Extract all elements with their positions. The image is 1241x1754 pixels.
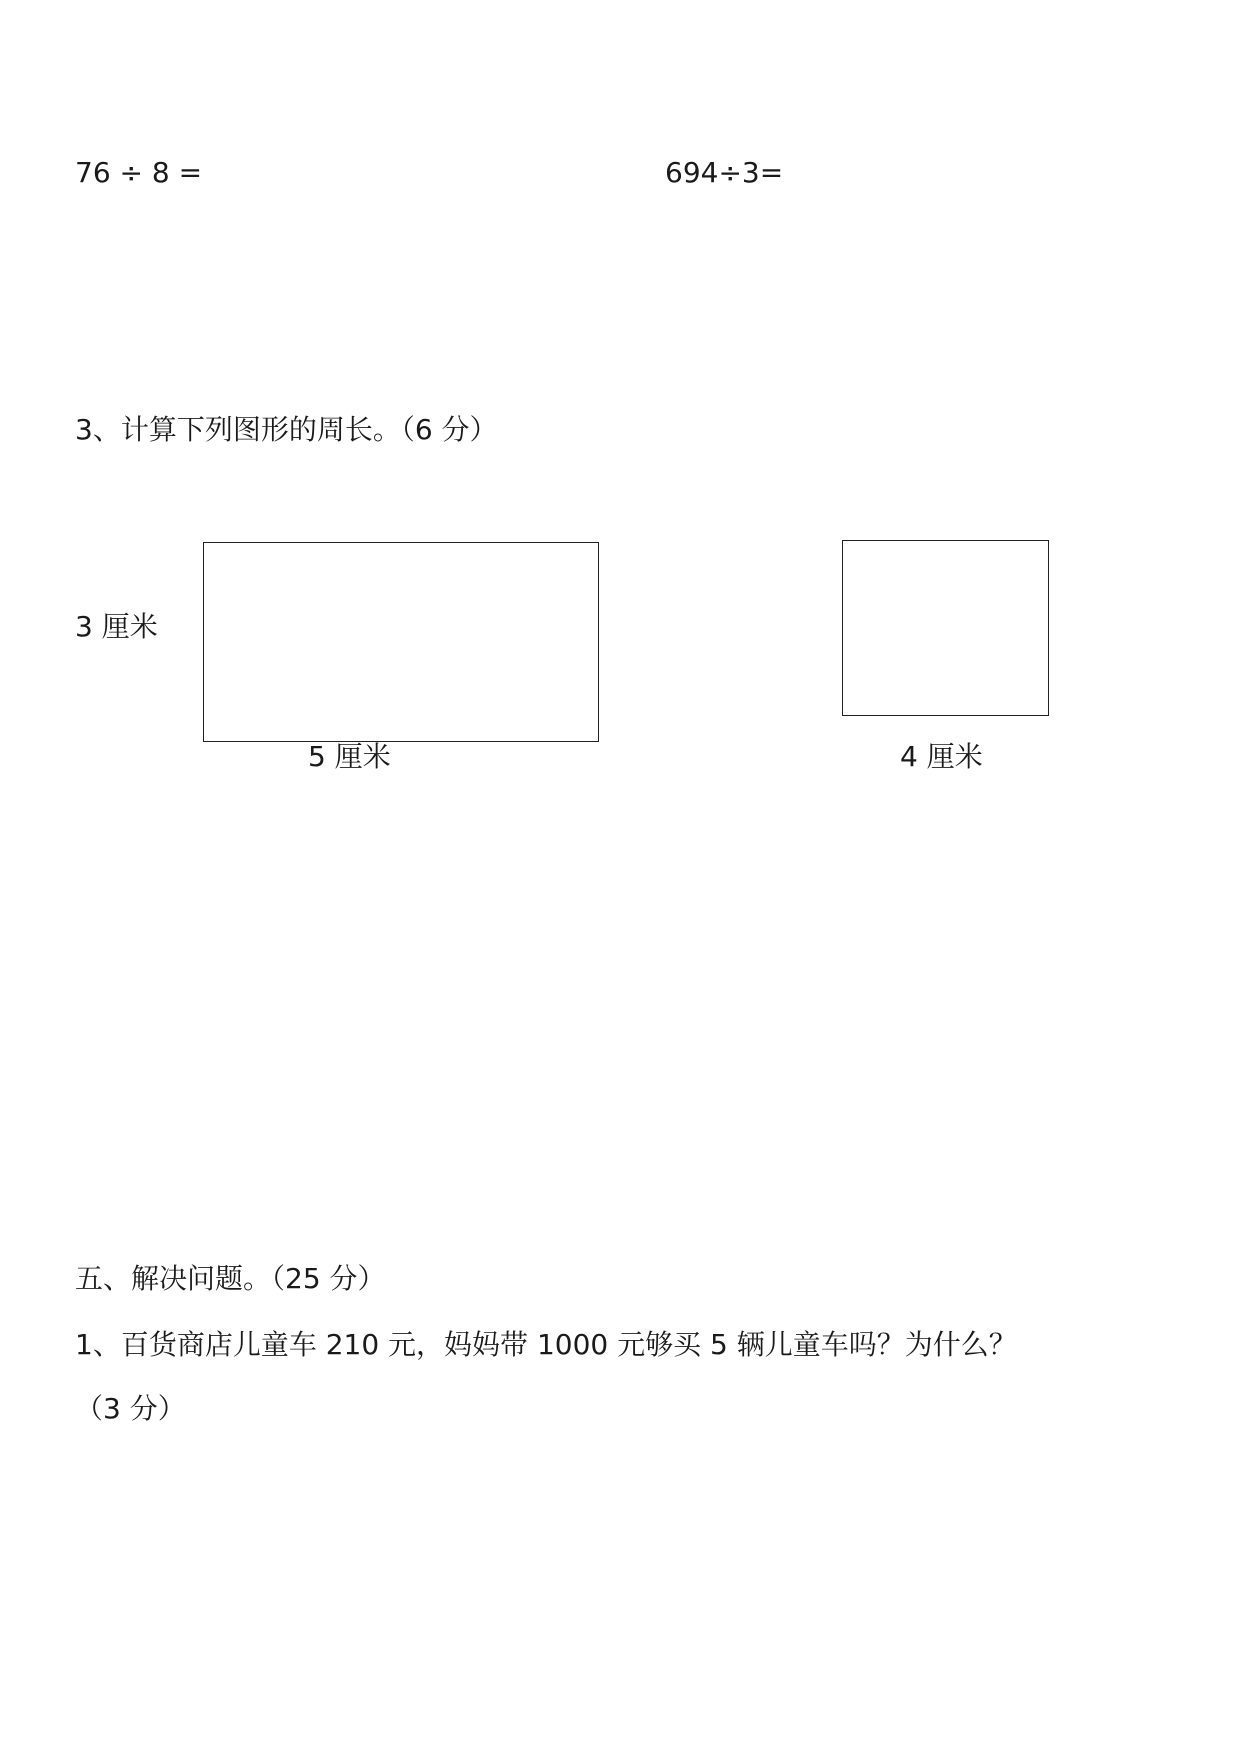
division-problem-1: 76 ÷ 8 =: [75, 156, 203, 189]
square-figure: [842, 540, 1049, 716]
perimeter-section-heading: 3、计算下列图形的周长。（6 分）: [75, 413, 498, 446]
rectangle-width-label: 5 厘米: [308, 740, 391, 773]
question-1-text: 1、百货商店儿童车 210 元，妈妈带 1000 元够买 5 辆儿童车吗？为什么？: [75, 1328, 1017, 1361]
square-side-label: 4 厘米: [900, 740, 983, 773]
question-1-points: （3 分）: [75, 1392, 186, 1425]
rectangle-height-label: 3 厘米: [75, 610, 158, 643]
division-problem-2: 694÷3=: [665, 156, 784, 189]
rectangle-figure: [203, 542, 599, 742]
problem-solving-heading: 五、解决问题。（25 分）: [75, 1262, 386, 1295]
